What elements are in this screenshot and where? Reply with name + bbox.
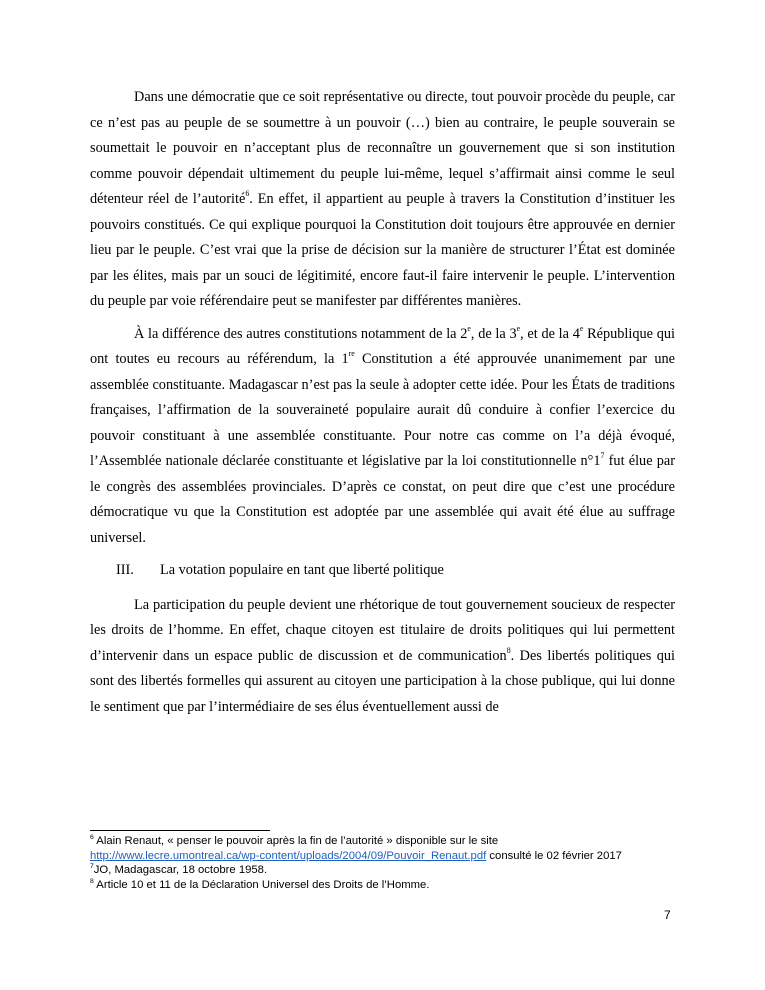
paragraph-1-text-a: Dans une démocratie que ce soit représentative ou directe, tout pouvoir procède du peuple, car ce n’est pas au peuple de se soumettre à un pouvoir (…) bien au contraire, le peuple souverain se soumettait le pouvoir en n’acceptant plus de reconnaître un gouvernement que si son institution comme pouvoir dépendait ultimement du peuple lui-même, lequel s’affirmait ainsi comme le seul détenteur réel de l’autorité [90,89,675,207]
footnote-text-after-link: consulté le 02 février 2017 [486,849,622,862]
paragraph-2-text-b: , de la 3 [470,325,517,342]
paragraph-2-text-f: fut élue par le congrès des assemblées provinciales. D’après ce constat, on peut dire que c’est une procédure démocratique vu que la Constitution est adoptée par une assemblée qui avait été élue au suffrage universel. [90,453,675,546]
footnote-text: Alain Renaut, « penser le pouvoir après la fin de l’autorité » disponible sur le site [96,835,499,847]
footnote-ref-8: 8 [506,645,511,655]
footnote-6 [90,834,690,849]
ordinal-sup: re [348,348,355,358]
ordinal-sup: e [579,323,584,333]
ordinal-sup: e [467,323,471,333]
page-number: 7 [664,908,671,922]
section-number: III. [116,562,134,578]
footnote-8 [90,878,690,893]
footnote-ref-7: 7 [600,450,605,460]
paragraph-2-text-a: À la différence des autres constitutions notamment de la 2 [134,325,468,342]
footnote-number: 8 [90,877,94,885]
paragraph-1-text-b: . En effet, il appartient au peuple à travers la Constitution d’instituer les pouvoirs constitués. Ce qui explique pourquoi la Constitution doit toujours être approuvée en dernier lieu par le peuple. C’est vrai que la prise de décision sur la manière de structurer l’État est dominée par les élites, mais par un souci de légitimité, encore faut-il faire intervenir le peuple. L’intervention du peuple par voie référendaire peut se manifester par différentes manières. [90,191,676,309]
footnote-text: JO, Madagascar, 18 octobre 1958. [93,864,268,876]
footnote-number: 6 [90,833,94,841]
footnote-separator [90,830,270,831]
section-heading [90,558,675,584]
footnote-link[interactable]: http://www.lecre.umontreal.ca/wp-content/uploads/2004/09/Pouvoir_Renaut.pdf [90,849,487,862]
paragraph-3-text-a: La participation du peuple devient une rhétorique de tout gouvernement soucieux de respecter les droits de l’homme. En effet, chaque citoyen est titulaire de droits politiques qui lui permettent d’intervenir dans un espace public de discussion et de communication [90,596,675,664]
footnotes [90,830,690,892]
paragraph-2 [90,322,675,552]
paragraph-2-text-d: République qui ont toutes eu recours au référendum, la 1 [90,325,675,367]
body-text [90,85,675,727]
paragraph-1 [90,85,675,315]
paragraph-3-text-b: . Des libertés politiques qui sont des libertés formelles qui assurent au citoyen une participation à la chose publique, qui lui donne le sentiment que par l’intermédiaire de ses élus éventuellement aussi de [90,647,675,715]
paragraph-2-text-e: Constitution a été approuvée unanimement par une assemblée constituante. Madagascar n’est pas la seule à adopter cette idée. Pour les États de traditions françaises, l’affirmation de la souveraineté populaire aurait dû conduire à confier l’exercice du pouvoir constituant à une assemblée constituante. Pour notre cas comme on l’a déjà évoqué, l’Assemblée nationale déclarée constituante et législative par la loi constitutionnelle n°1 [90,351,675,469]
paragraph-2-text-c: , et de la 4 [520,325,580,342]
ordinal-sup: e [516,323,521,333]
footnote-ref-6: 6 [245,188,250,198]
section-title: La votation populaire en tant que liberté politique [160,562,444,578]
footnote-6-link-line [90,849,690,864]
paragraph-3 [90,593,675,721]
footnote-text: Article 10 et 11 de la Déclaration Universel des Droits de l’Homme. [93,878,430,891]
footnote-7 [90,863,690,878]
footnote-number: 7 [90,862,94,870]
